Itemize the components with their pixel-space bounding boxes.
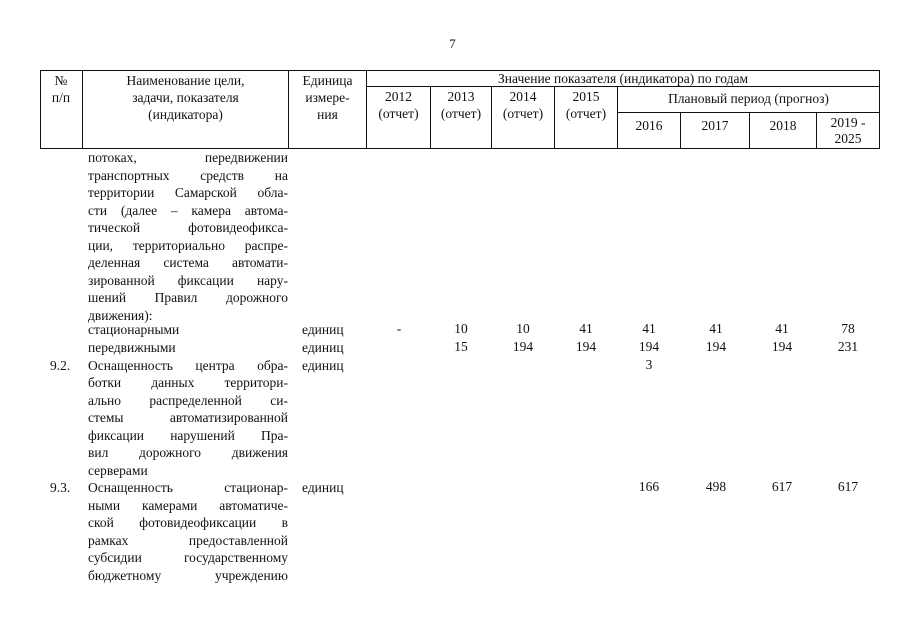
cell-2018: 617 [771, 479, 793, 494]
header-plan-group: Плановый период (прогноз) [668, 91, 829, 106]
cell-2015: 41 [579, 321, 593, 336]
header-year-2017: 2017 [701, 118, 729, 133]
text-line: фиксации нарушений Пра- [88, 428, 288, 443]
header-note-2012: (отчет) [378, 106, 419, 121]
header-unit-2: измере- [305, 90, 350, 105]
text-line: Оснащенность стационар- [88, 480, 288, 495]
text-line: ными камерами автоматиче- [88, 498, 288, 513]
header-year-2018: 2018 [769, 118, 797, 133]
header-no-sub: п/п [51, 90, 71, 105]
header-no: № [54, 73, 68, 88]
header-year-2019: 2019 - [830, 115, 866, 130]
header-unit-3: ния [317, 107, 338, 122]
text-line: движения): [88, 308, 153, 323]
header-note-2013: (отчет) [440, 106, 482, 121]
row-unit: единиц [302, 322, 344, 337]
header-name-2: задачи, показателя [132, 90, 239, 105]
row-unit: единиц [302, 340, 344, 355]
cell-2013: 15 [454, 339, 468, 354]
cell-2018: 194 [771, 339, 793, 354]
cell-2018: 41 [775, 321, 789, 336]
cell-2016: 3 [645, 357, 653, 372]
text-line: бюджетному учреждению [88, 568, 288, 583]
cell-2017: 41 [709, 321, 723, 336]
text-line: серверами [88, 463, 148, 478]
text-line: территории Самарской обла- [88, 185, 288, 200]
text-line: ции, территориально распре- [88, 238, 288, 253]
cell-2019: 231 [837, 339, 859, 354]
text-line: потоках, передвижении [88, 150, 288, 165]
text-line: ской фотовидеофиксации в [88, 515, 288, 530]
header-year-2016: 2016 [635, 118, 663, 133]
cell-2017: 194 [705, 339, 727, 354]
text-line: транспортных средств на [88, 168, 288, 183]
header-note-2015: (отчет) [565, 106, 607, 121]
row-number: 9.2. [50, 358, 71, 373]
header-year-2013: 2013 [447, 89, 475, 104]
cell-2019: 617 [837, 479, 859, 494]
header-unit-1: Единица [302, 73, 353, 88]
header-year-2015: 2015 [572, 89, 600, 104]
text-line: рамках предоставленной [88, 533, 288, 548]
header-note-2014: (отчет) [502, 106, 544, 121]
cell-2014: 10 [516, 321, 530, 336]
text-line: ально распределенной си- [88, 393, 288, 408]
row-number: 9.3. [50, 480, 71, 495]
row-unit: единиц [302, 480, 344, 495]
text-line: сти (далее – камера автома- [88, 203, 288, 218]
text-line: стемы автоматизированной [88, 410, 288, 425]
cell-2015: 194 [575, 339, 597, 354]
cell-2016: 166 [638, 479, 660, 494]
header-name-1: Наименование цели, [126, 73, 245, 88]
text-line: субсидии государственному [88, 550, 288, 565]
header-year-2012: 2012 [385, 89, 412, 104]
text-line: Оснащенность центра обра- [88, 358, 288, 373]
text-line: зированной фиксации нару- [88, 273, 288, 288]
cell-2016: 41 [642, 321, 656, 336]
cell-2013: 10 [454, 321, 468, 336]
text-line: шений Правил дорожного [88, 290, 288, 305]
text-line: ботки данных территори- [88, 375, 288, 390]
header-value-group: Значение показателя (индикатора) по годам [498, 71, 748, 86]
cell-2016: 194 [638, 339, 660, 354]
header-year-2025: 2025 [834, 131, 862, 146]
text-line: вил дорожного движения [88, 445, 288, 460]
page-number: 7 [449, 36, 456, 51]
text-line: деленная система автомати- [88, 255, 288, 270]
cell-2012: - [396, 321, 402, 336]
row-name: передвижными [88, 340, 176, 355]
cell-2014: 194 [512, 339, 534, 354]
header-year-2014: 2014 [509, 89, 537, 104]
row-unit: единиц [302, 358, 344, 373]
text-line: тической фотовидеофикса- [88, 220, 288, 235]
header-name-3: (индикатора) [148, 107, 223, 122]
row-name: стационарными [88, 322, 180, 337]
cell-2019: 78 [841, 321, 855, 336]
cell-2017: 498 [705, 479, 727, 494]
